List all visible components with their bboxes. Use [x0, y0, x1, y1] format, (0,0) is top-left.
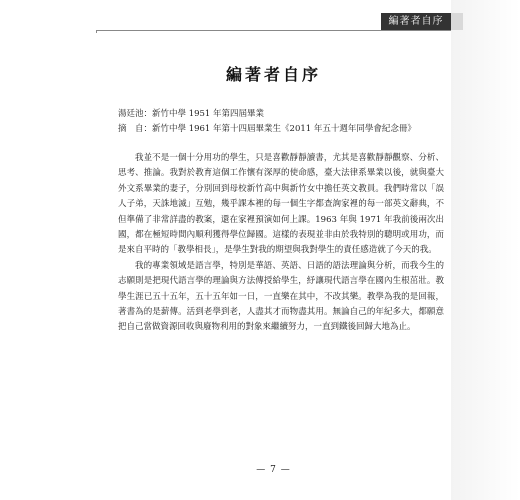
- author-line-1: 湯廷池：新竹中學 1951 年第四屆畢業: [118, 109, 265, 119]
- page-edge-shading: [451, 0, 520, 500]
- page-title: 編著者自序: [225, 65, 321, 84]
- running-header-tab: 編著者自序: [381, 13, 451, 30]
- body-text: [118, 151, 444, 336]
- page-number: — 7 —: [256, 465, 291, 475]
- paragraph-1: 我並不是一個十分用功的學生，只是喜歡靜靜讀書，尤其是喜歡靜靜觀察、分析、思考、推論。我對於教育這個工作懷有深厚的使命感，臺大法律系畢業以後，就與臺大外文系畢業的妻子，分別回到母校新竹高中與新竹女中擔任英文教員。我們時常以「誤人子弟，天誅地滅」互勉，幾乎課本裡的每一個生字都查詢家裡的每一部英文辭典，不但準備了非常詳盡的教案，還在家裡預演如何上課。1963 年與 1971 年我前後兩次出國，都在極短時間內順利獲得學位歸國。這樣的表現並非由於我特別的聰明或用功，而是來自平時的「教學相長」，是學生對我的期望與我對學生的責任感造就了今天的我。: [118, 153, 444, 256]
- header-tab-edge: [451, 13, 463, 30]
- header-rule-tick: [96, 30, 97, 33]
- paragraph-2: 我的專業領域是語言學，特別是華語、英語、日語的語法理論與分析，而我今生的志願則是把現代語言學的理論與方法傳授給學生，紓讓現代語言學在國內生根茁壯。教學生涯已五十五年，五十五年如一日，一直樂在其中，不改其樂。教學為我的是回報，著書為的是薪傳。活到老學到老，人盡其才而物盡其用。無論自己的年紀多大，都願意把自己當做資源回收與廢物利用的對象來繼續努力，一直到鐵後回歸大地為止。: [118, 260, 444, 333]
- author-line-2: 摘 自：新竹中學 1961 年第十四屆畢業生《2011 年五十週年同學會紀念冊》: [118, 124, 416, 134]
- author-block: [118, 107, 448, 137]
- header-rule: [96, 30, 451, 31]
